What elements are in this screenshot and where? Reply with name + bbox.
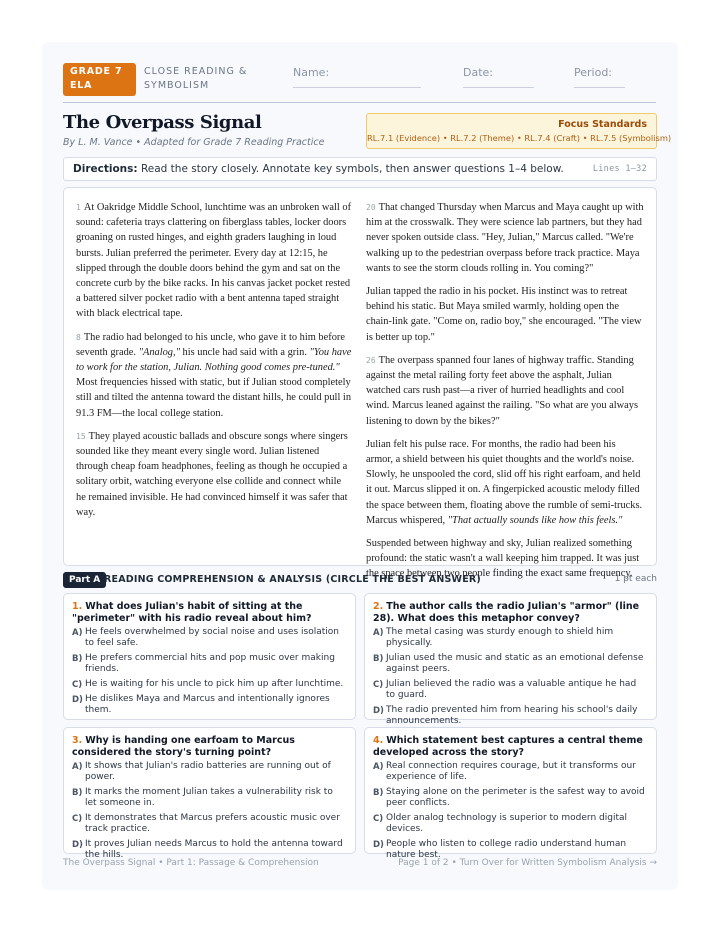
footer-left: The Overpass Signal • Part 1: Passage & Comprehension	[63, 858, 319, 868]
passage-paragraph	[366, 353, 644, 429]
option-text: He is waiting for his uncle to pick him up after lunchtime.	[85, 679, 344, 689]
line-number: 20	[366, 203, 376, 212]
dialogue-quote: "That actually sounds like how this feels."	[447, 514, 623, 526]
line-range: Lines 1–32	[592, 164, 647, 174]
story-title: The Overpass Signal	[63, 112, 262, 133]
line-number: 1	[76, 203, 81, 212]
question-card	[63, 727, 356, 860]
question-number: 2.	[373, 601, 384, 612]
option-letter: A)	[373, 628, 384, 638]
passage-paragraph	[76, 200, 352, 322]
passage-text: Suspended between highway and sky, Julian realized something profound: the static wasn't a wall keeping him trapped. It was just the space between two people finding the exact same frequency.	[366, 538, 640, 580]
answer-option[interactable]	[373, 813, 648, 835]
name-label: Name:	[293, 66, 330, 79]
directions-bar	[63, 157, 657, 181]
grade-badge: GRADE 7 ELA	[63, 63, 136, 96]
answer-option[interactable]	[72, 627, 347, 649]
answer-option[interactable]	[373, 787, 648, 809]
option-text: Staying alone on the perimeter is the safest way to avoid peer conflicts.	[386, 787, 645, 808]
option-letter: D)	[373, 706, 384, 716]
points-label: 1 pt each	[614, 574, 657, 584]
answer-option[interactable]	[72, 813, 347, 835]
question-stem	[72, 735, 347, 758]
option-letter: A)	[72, 762, 83, 772]
option-letter: C)	[72, 814, 83, 824]
footer-right: Page 1 of 2 • Turn Over for Written Symbolism Analysis →	[398, 858, 657, 868]
question-text: The author calls the radio Julian's "armor" (line 28). What does this metaphor convey?	[373, 601, 640, 624]
answer-option[interactable]	[72, 679, 347, 690]
question-text: Why is handing one earfoam to Marcus considered the story's turning point?	[72, 735, 295, 758]
part-title: READING COMPREHENSION & ANALYSIS (CIRCLE THE BEST ANSWER)	[104, 574, 481, 585]
date-label: Date:	[463, 66, 493, 79]
option-letter: C)	[373, 814, 384, 824]
worksheet-page	[42, 42, 678, 890]
passage-text: his uncle had said with a grin.	[179, 346, 310, 358]
line-number: 8	[76, 332, 81, 342]
page-footer	[63, 858, 657, 868]
date-line	[463, 87, 534, 88]
part-a-header	[63, 572, 657, 589]
answer-option[interactable]	[373, 679, 648, 701]
option-letter: B)	[373, 654, 384, 664]
passage-text: They played acoustic ballads and obscure songs where singers sounded like they meant every single word. Julian listened through cheap foam headphones, feeling as though he occupied a solitary orbit, watching everyone else collide and connect while he remained invisible. He had convinced himself it was safer that way.	[76, 430, 348, 518]
option-text: It shows that Julian's radio batteries are running out of power.	[85, 761, 331, 782]
passage-column-left	[76, 200, 352, 528]
option-text: It marks the moment Julian takes a vulnerability risk to let someone in.	[85, 787, 333, 808]
question-text: Which statement best captures a central theme developed across the story?	[373, 735, 643, 758]
answer-option[interactable]	[373, 761, 648, 783]
option-text: The metal casing was sturdy enough to shield him physically.	[386, 627, 614, 648]
question-card	[364, 727, 657, 860]
passage-paragraph	[76, 429, 352, 520]
answer-option[interactable]	[72, 761, 347, 783]
option-letter: C)	[373, 680, 384, 690]
passage-text: At Oakridge Middle School, lunchtime was an unbroken wall of sound: cafeteria trays clattering on fiberglass tables, locker doors groaning on rusted hinges, and eighth graders laughing in loud bursts. Julian preferred the perimeter. Every day at 12:15, he slipped through the double doors behind the gym and sat on the concrete curb by the bike racks. In his canvas jacket pocket rested a battered silver pocket radio with a bent antenna taped straight with black electrical tape.	[76, 202, 352, 320]
option-text: He dislikes Maya and Marcus and intentionally ignores them.	[85, 694, 330, 715]
period-field[interactable]	[574, 66, 612, 79]
dialogue-quote: "Analog,"	[138, 346, 180, 358]
passage-paragraph	[366, 437, 644, 528]
name-line	[293, 87, 421, 88]
option-text: Julian used the music and static as an emotional defense against peers.	[386, 653, 644, 674]
option-text: Julian believed the radio was a valuable antique he had to guard.	[386, 679, 637, 700]
passage-paragraph	[76, 330, 352, 421]
passage-text: The overpass spanned four lanes of highway traffic. Standing against the metal railing forty feet above the asphalt, Julian watched cars rush past—a river of hurried headlights and cool wind. Marcus leaned against the railing. "So what are you always listening to down by the bikes?"	[366, 354, 639, 427]
answer-option[interactable]	[72, 653, 347, 675]
period-line	[574, 87, 625, 88]
passage-text: Julian tapped the radio in his pocket. His instinct was to retreat behind his static. But Maya smiled warmly, holding open the chain-link gate. "Come on, radio boy," she encouraged. "The view is better up top."	[366, 286, 642, 343]
answer-option[interactable]	[373, 705, 648, 727]
option-letter: A)	[72, 628, 83, 638]
question-stem	[72, 601, 347, 624]
question-text: What does Julian's habit of sitting at the "perimeter" with his radio reveal about him?	[72, 601, 312, 624]
option-text: He prefers commercial hits and pop music over making friends.	[85, 653, 335, 674]
directions-label: Directions:	[73, 163, 138, 175]
option-text: Older analog technology is superior to modern digital devices.	[386, 813, 628, 834]
period-label: Period:	[574, 66, 613, 79]
story-byline: By L. M. Vance • Adapted for Grade 7 Reading Practice	[63, 137, 325, 148]
line-number: 26	[366, 355, 376, 365]
passage-text: Most frequencies hissed with static, but if Julian stood completely still and tilted the antenna toward the distant hills, he could pull in 91.3 FM—the local college station.	[76, 377, 352, 419]
question-number: 3.	[72, 735, 83, 746]
option-text: People who listen to college radio understand human nature best.	[386, 839, 627, 860]
question-card	[364, 593, 657, 726]
worksheet-header	[63, 63, 656, 103]
question-number: 4.	[373, 735, 384, 746]
option-text: It demonstrates that Marcus prefers acoustic music over track practice.	[85, 813, 340, 834]
dialogue-quote: "You have to work for the station, Julian. Nothing good comes pre-tuned."	[76, 346, 352, 374]
option-letter: A)	[373, 762, 384, 772]
question-card	[63, 593, 356, 720]
question-number: 1.	[72, 601, 83, 612]
unit-label: CLOSE READING & SYMBOLISM	[144, 66, 248, 91]
option-text: Real connection requires courage, but it transforms our experience of life.	[386, 761, 636, 782]
part-badge: Part A	[63, 572, 106, 588]
focus-standards-box	[366, 113, 672, 149]
option-text: It proves Julian needs Marcus to hold the antenna toward the hills.	[85, 839, 343, 860]
option-letter: B)	[72, 654, 83, 664]
passage-paragraph	[366, 284, 644, 345]
question-stem	[373, 735, 648, 758]
answer-option[interactable]	[72, 787, 347, 809]
answer-option[interactable]	[373, 627, 648, 649]
standards-list: RL.7.1 (Evidence) • RL.7.2 (Theme) • RL.7.4 (Craft) • RL.7.5 (Symbolism)	[367, 133, 672, 143]
passage-text: That changed Thursday when Marcus and Maya caught up with him at the crosswalk. They were science lab partners, but they had never spoken outside class. "Hey, Julian," Marcus called. "We're walking up to the pedestrian overpass before track practice. Maya wants to see the storm clouds rolling in. You coming?"	[366, 202, 644, 274]
passage-paragraph	[366, 200, 644, 276]
standards-title: Focus Standards	[558, 119, 647, 130]
passage-column-right	[366, 200, 644, 590]
passage-text: The radio had belonged to his uncle, who gave it to him before seventh grade.	[76, 331, 345, 358]
answer-option[interactable]	[373, 653, 648, 675]
line-number: 15	[76, 431, 86, 441]
date-field[interactable]	[463, 66, 493, 79]
option-letter: D)	[72, 695, 83, 705]
answer-option[interactable]	[72, 694, 347, 716]
directions-text: Read the story closely. Annotate key symbols, then answer questions 1–4 below.	[140, 163, 564, 175]
option-letter: D)	[373, 840, 384, 850]
passage-text: Julian felt his pulse race. For months, the radio had been his armor, a shield between his quiet thoughts and the world's noise. Slowly, he unspooled the cord, slid off his right earfoam, and held it out. Marcus slipped it on. A fingerpicked acoustic melody filled the space between them, floating above the rumble of semi-trucks. Marcus whispered,	[366, 438, 643, 526]
question-stem	[373, 601, 648, 624]
option-letter: B)	[72, 788, 83, 798]
option-text: The radio prevented him from hearing his school's daily announcements.	[386, 705, 638, 726]
option-letter: C)	[72, 680, 83, 690]
name-field[interactable]	[293, 66, 329, 79]
option-letter: B)	[373, 788, 384, 798]
option-text: He feels overwhelmed by social noise and uses isolation to feel safe.	[85, 627, 339, 648]
option-letter: D)	[72, 840, 83, 850]
